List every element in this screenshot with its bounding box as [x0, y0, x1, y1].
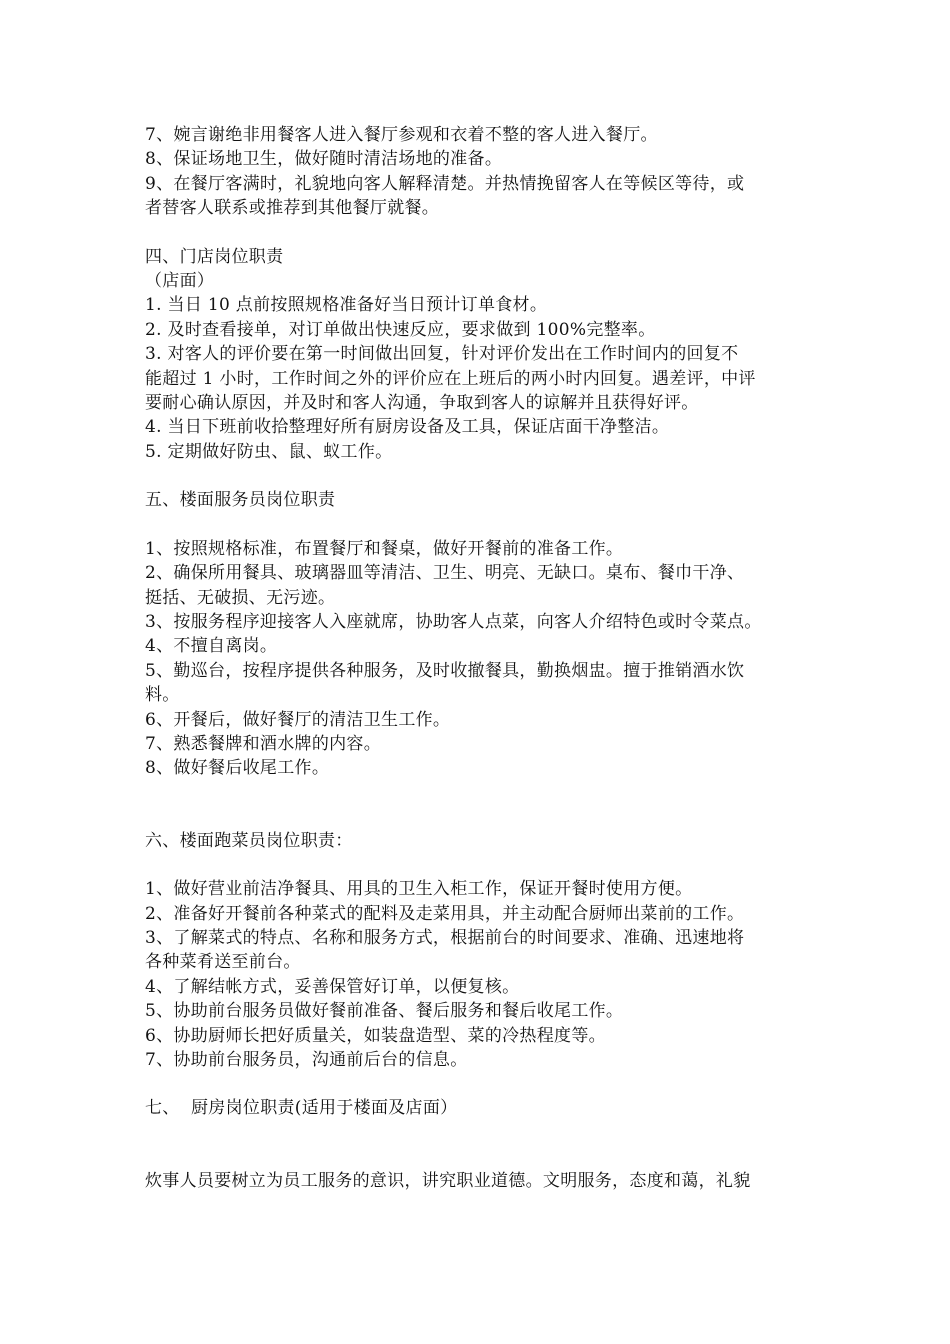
paragraph-line: 6、开餐后，做好餐厅的清洁卫生工作。 — [145, 709, 451, 730]
paragraph-line: 2、准备好开餐前各种菜式的配料及走菜用具，并主动配合厨师出菜前的工作。 — [145, 903, 745, 924]
section-5 — [145, 488, 825, 780]
paragraph-line: 1、做好营业前洁净餐具、用具的卫生入柜工作，保证开餐时使用方便。 — [145, 879, 693, 900]
paragraph-line: 挺括、无破损、无污迹。 — [145, 587, 336, 608]
spacer — [145, 513, 825, 537]
paragraph-line: 4. 当日下班前收拾整理好所有厨房设备及工具，保证店面干净整洁。 — [145, 417, 670, 438]
section-6 — [145, 829, 825, 1073]
section-subheading: （店面） — [145, 271, 215, 292]
paragraph-line: 7、熟悉餐牌和酒水牌的内容。 — [145, 733, 382, 754]
spacer — [145, 464, 825, 488]
paragraph-line: 7、婉言谢绝非用餐客人进入餐厅参观和衣着不整的客人进入餐厅。 — [145, 125, 658, 145]
spacer — [145, 781, 825, 829]
paragraph-line: 5. 定期做好防虫、鼠、蚁工作。 — [145, 441, 393, 462]
document-page — [145, 123, 825, 1193]
paragraph-line: 6、协助厨师长把好质量关，如装盘造型、菜的冷热程度等。 — [145, 1025, 606, 1046]
spacer — [145, 1072, 825, 1096]
paragraph-line: 3、了解菜式的特点、名称和服务方式，根据前台的时间要求、准确、迅速地将 — [145, 927, 745, 948]
paragraph-line: 要耐心确认原因，并及时和客人沟通，争取到客人的谅解并且获得好评。 — [145, 393, 699, 414]
section-heading: 六、楼面跑菜员岗位职责： — [145, 830, 353, 851]
paragraph-line: 8、做好餐后收尾工作。 — [145, 758, 330, 779]
paragraph-line: 1. 当日 10 点前按照规格准备好当日预计订单食材。 — [145, 295, 548, 316]
paragraph-line: 能超过 1 小时，工作时间之外的评价应在上班后的两小时内回复。遇差评，中评 — [145, 368, 756, 389]
paragraph-line: 2. 及时查看接单，对订单做出快速反应，要求做到 100%完整率。 — [145, 319, 656, 340]
paragraph-line: 8、保证场地卫生，做好随时清洁场地的准备。 — [145, 149, 503, 170]
section-heading: 五、楼面服务员岗位职责 — [145, 490, 336, 511]
paragraph-line: 3. 对客人的评价要在第一时间做出回复，针对评价发出在工作时间内的回复不 — [145, 344, 739, 365]
paragraph-line: 3、按服务程序迎接客人入座就席，协助客人点菜，向客人介绍特色或时令菜点。 — [145, 611, 762, 632]
spacer — [145, 221, 825, 245]
section-heading: 四、门店岗位职责 — [145, 246, 284, 267]
section-heading: 七、 厨房岗位职责(适用于楼面及店面） — [145, 1098, 458, 1119]
section-4 — [145, 245, 825, 465]
paragraph-line: 4、了解结帐方式，妥善保管好订单，以便复核。 — [145, 976, 520, 997]
paragraph-line: 各种菜肴送至前台。 — [145, 952, 301, 973]
paragraph-line: 5、勤巡台，按程序提供各种服务，及时收撤餐具，勤换烟盅。擅于推销酒水饮 — [145, 660, 745, 681]
spacer — [145, 1121, 825, 1169]
paragraph-line: 2、确保所用餐具、玻璃器皿等清洁、卫生、明亮、无缺口。桌布、餐巾干净、 — [145, 563, 745, 584]
paragraph-line: 料。 — [145, 685, 180, 706]
paragraph-line: 7、协助前台服务员，沟通前后台的信息。 — [145, 1050, 468, 1070]
section-3-tail — [145, 123, 825, 221]
paragraph-line: 5、协助前台服务员做好餐前准备、餐后服务和餐后收尾工作。 — [145, 1001, 624, 1022]
paragraph-line: 4、不擅自离岗。 — [145, 636, 278, 657]
paragraph-line: 1、按照规格标准，布置餐厅和餐桌，做好开餐前的准备工作。 — [145, 538, 624, 559]
paragraph-line: 炊事人员要树立为员工服务的意识，讲究职业道德。文明服务，态度和蔼，礼貌 — [145, 1170, 751, 1191]
paragraph-line: 9、在餐厅客满时，礼貌地向客人解释清楚。并热情挽留客人在等候区等待，或 — [145, 173, 745, 194]
section-7 — [145, 1096, 825, 1193]
paragraph-line: 者替客人联系或推荐到其他餐厅就餐。 — [145, 198, 440, 219]
spacer — [145, 853, 825, 877]
